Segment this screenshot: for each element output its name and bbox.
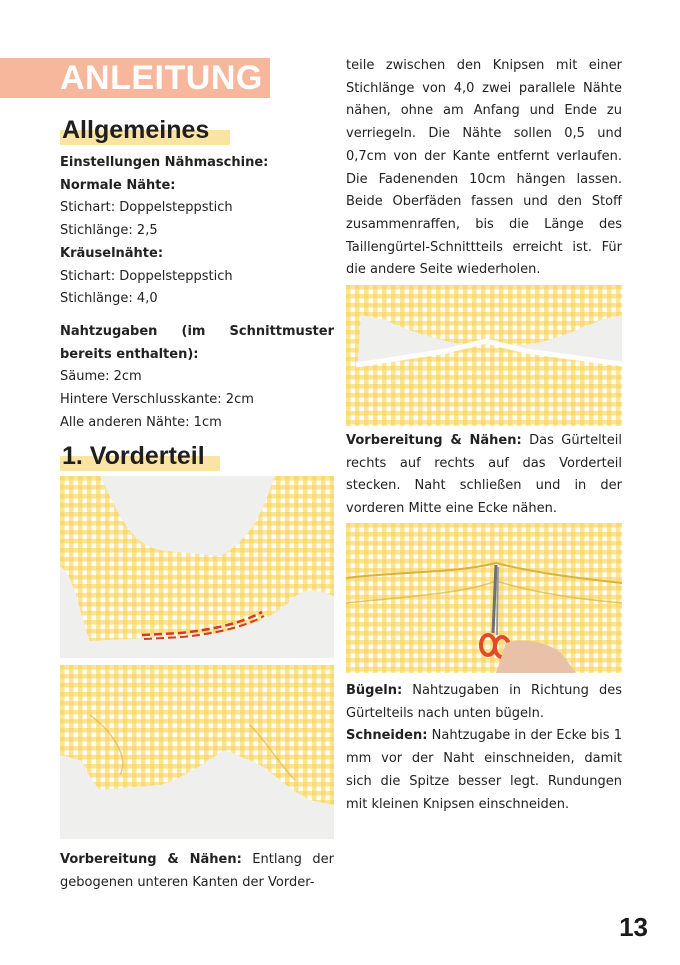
page-number: 13 (619, 912, 648, 942)
belt-step-body: Das Gürtelteil rechts auf rechts auf das Vorderteil stecken. Naht schließen und in der vorderen Mitte eine Ecke nähen. (346, 433, 622, 517)
normal-seams-label: Normale Nähte: (60, 177, 176, 193)
finish-steps-text (346, 680, 622, 816)
other-seams-allowance: Alle anderen Nähte: 1cm (60, 414, 222, 430)
section-title-front: 1. Vorderteil (62, 442, 205, 470)
photo-belt-pinned (346, 285, 622, 426)
photo-front-gathered-drawing (60, 665, 334, 839)
front-caption (60, 849, 334, 894)
iron-text: Nahtzugaben in Richtung des Gürtelteils nach unten bügeln. (346, 683, 622, 721)
photo-cutting-corner (346, 523, 622, 673)
photo-front-gathered (60, 665, 334, 839)
front-caption-text: Entlang der gebogenen unteren Kanten der Vorder- (60, 852, 334, 890)
gather-stitch-length: Stichlänge: 4,0 (60, 291, 158, 307)
machine-settings-label: Einstellungen Nähmaschine: (60, 155, 269, 170)
seam-allowance-label: Nahtzugaben (im Schnittmuster bereits enthalten): (60, 323, 334, 362)
iron-label: Bügeln: (346, 683, 403, 698)
back-edge-allowance: Hintere Verschlusskante: 2cm (60, 392, 254, 408)
page-title: ANLEITUNG (60, 59, 263, 97)
belt-step-label: Vorbereitung & Nähen: (346, 433, 522, 448)
normal-stitch-type: Stichart: Doppelsteppstich (60, 200, 233, 216)
gather-stitch-type: Stichart: Doppelsteppstich (60, 268, 233, 284)
photo-front-stitching (60, 476, 334, 658)
photo-cutting-corner-drawing (346, 523, 622, 673)
photo-belt-pinned-drawing (346, 285, 622, 426)
gathering-instructions: teile zwischen den Knipsen mit einer Stichlänge von 4,0 zwei parallele Nähte nähen, ohne am Anfang und Ende zu verriegeln. Die Nähte sollen 0,5 und 0,7cm von der Kante entfernt verlaufen. Die Fadenenden 10cm hängen lassen. Beide Oberfäden fassen und den Stoff zusammenraffen, bis die Länge des Taillengürtel-Schnittteils erreicht ist. Für die andere Seite wiederholen. (346, 58, 622, 278)
gather-seams-label: Kräuselnähte: (60, 245, 164, 261)
belt-step-text (346, 430, 622, 521)
cut-text: Nahtzugabe in der Ecke bis 1 mm vor der Naht einschneiden, damit sich die Spitze besser legt. Rundungen mit kleinen Knipsen einschneiden. (346, 728, 622, 812)
cut-label: Schneiden: (346, 728, 428, 744)
section-title-general: Allgemeines (62, 116, 210, 144)
front-caption-label: Vorbereitung & Nähen: (60, 852, 242, 867)
normal-stitch-length: Stichlänge: 2,5 (60, 223, 158, 239)
right-intro-text (346, 55, 622, 282)
general-settings (60, 152, 334, 434)
hem-allowance: Säume: 2cm (60, 369, 142, 385)
photo-front-stitching-drawing (60, 476, 334, 658)
